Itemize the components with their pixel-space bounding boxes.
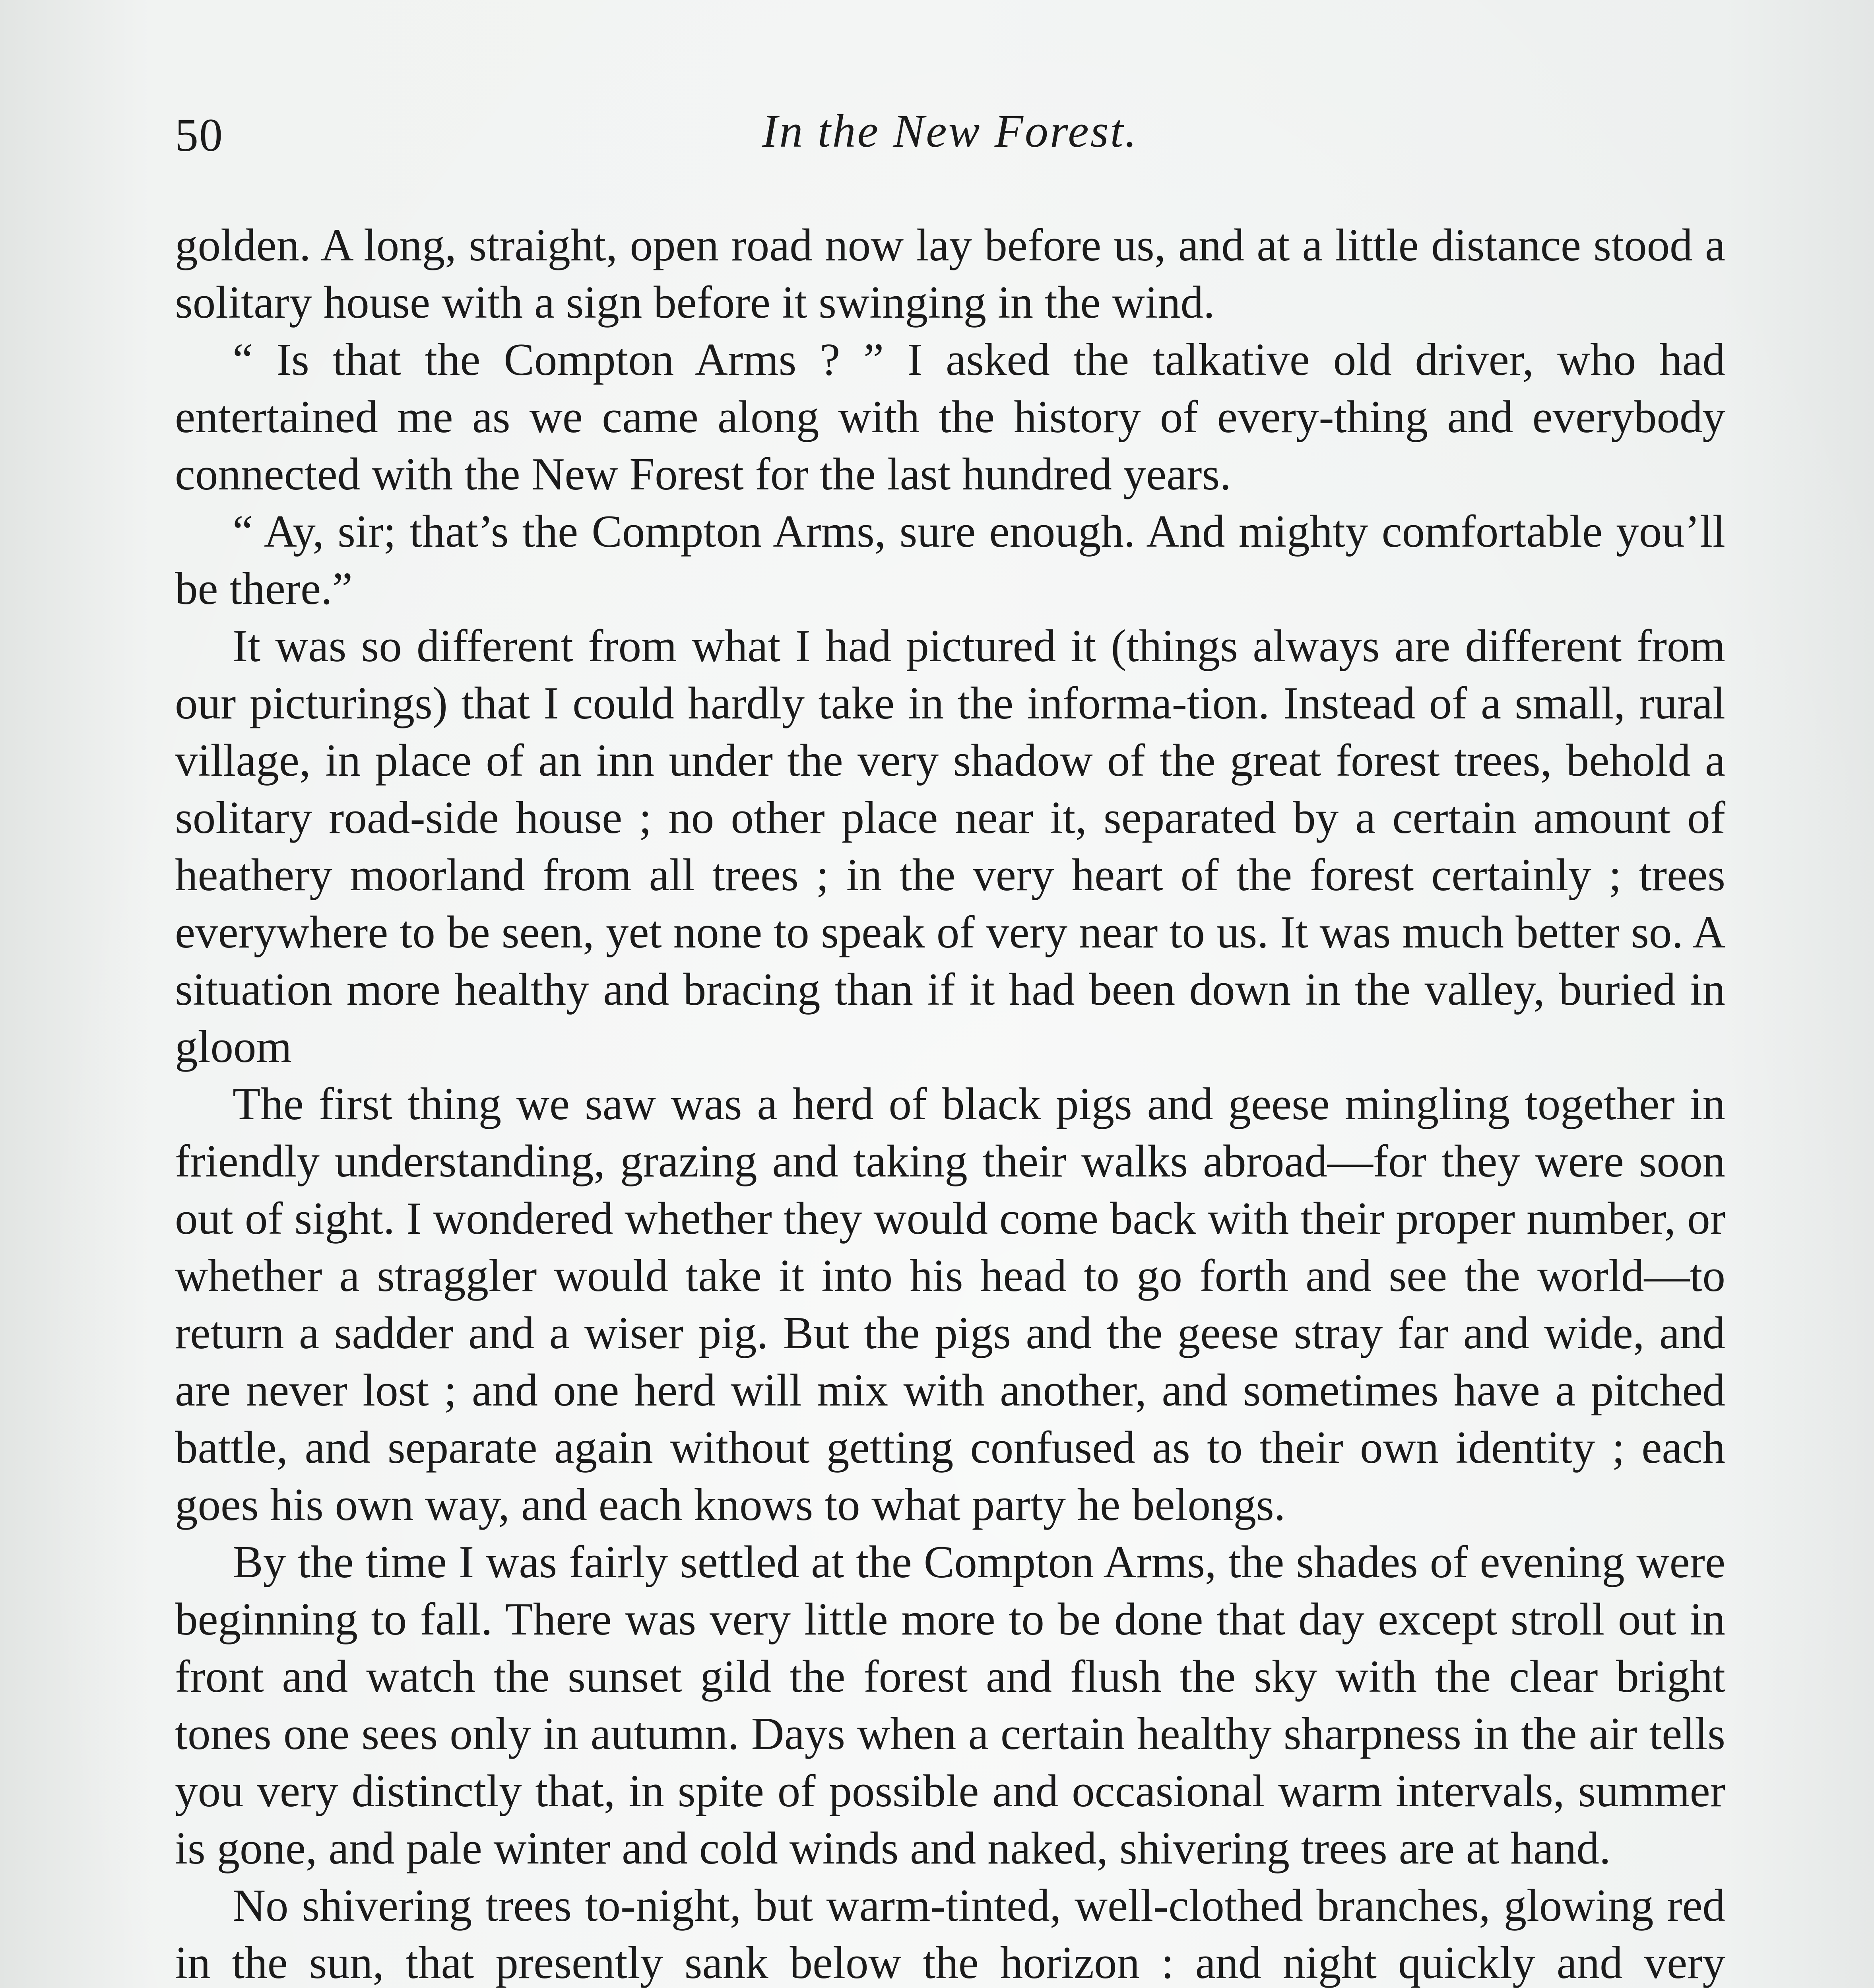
paragraph: The first thing we saw was a herd of black pigs and geese mingling together in friendly understanding, grazing and taking their walks abroad—for they were soon out of sight. I wondered whether they would come back with their proper number, or whether a straggler would take it into his head to go forth and see the world—to return a sadder and a wiser pig. But the pigs and the geese stray far and wide, and are never lost ; and one herd will mix with another, and sometimes have a pitched battle, and separate again without getting confused as to their own identity ; each goes his own way, and each knows to what party he belongs. — [175, 1079, 1725, 1530]
page-header — [175, 101, 1725, 161]
page-body-text — [175, 217, 1725, 1988]
paragraph: “ Is that the Compton Arms ? ” I asked the talkative old driver, who had entertained me as we came along with the history of every-thing and everybody connected with the New Forest for the last hundred years. — [175, 334, 1725, 499]
paragraph: golden. A long, straight, open road now lay before us, and at a little distance stood a solitary house with a sign before it swinging in the wind. — [175, 220, 1725, 328]
running-title: In the New Forest. — [762, 105, 1138, 157]
paragraph: “ Ay, sir; that’s the Compton Arms, sure enough. And mighty comfortable you’ll be there.” — [175, 506, 1725, 614]
paragraph: No shivering trees to-night, but warm-tinted, well-clothed branches, glowing red in the sun, that presently sank below the horizon : and night quickly and very — [175, 1880, 1725, 1988]
page-number: 50 — [175, 109, 223, 161]
paragraph: By the time I was fairly settled at the Compton Arms, the shades of evening were beginning to fall. There was very little more to be done that day except stroll out in front and watch the sunset gild the forest and flush the sky with the clear bright tones one sees only in autumn. Days when a certain healthy sharpness in the air tells you very distinctly that, in spite of possible and occasional warm intervals, summer is gone, and pale winter and cold winds and naked, shivering trees are at hand. — [175, 1537, 1725, 1873]
paragraph: It was so different from what I had pictured it (things always are different from our picturings) that I could hardly take in the informa-tion. Instead of a small, rural village, in place of an inn under the very shadow of the great forest trees, behold a solitary road-side house ; no other place near it, separated by a certain amount of heathery moorland from all trees ; in the very heart of the forest certainly ; trees everywhere to be seen, yet none to speak of very near to us. It was much better so. A situation more healthy and bracing than if it had been down in the valley, buried in gloom — [175, 621, 1725, 1072]
